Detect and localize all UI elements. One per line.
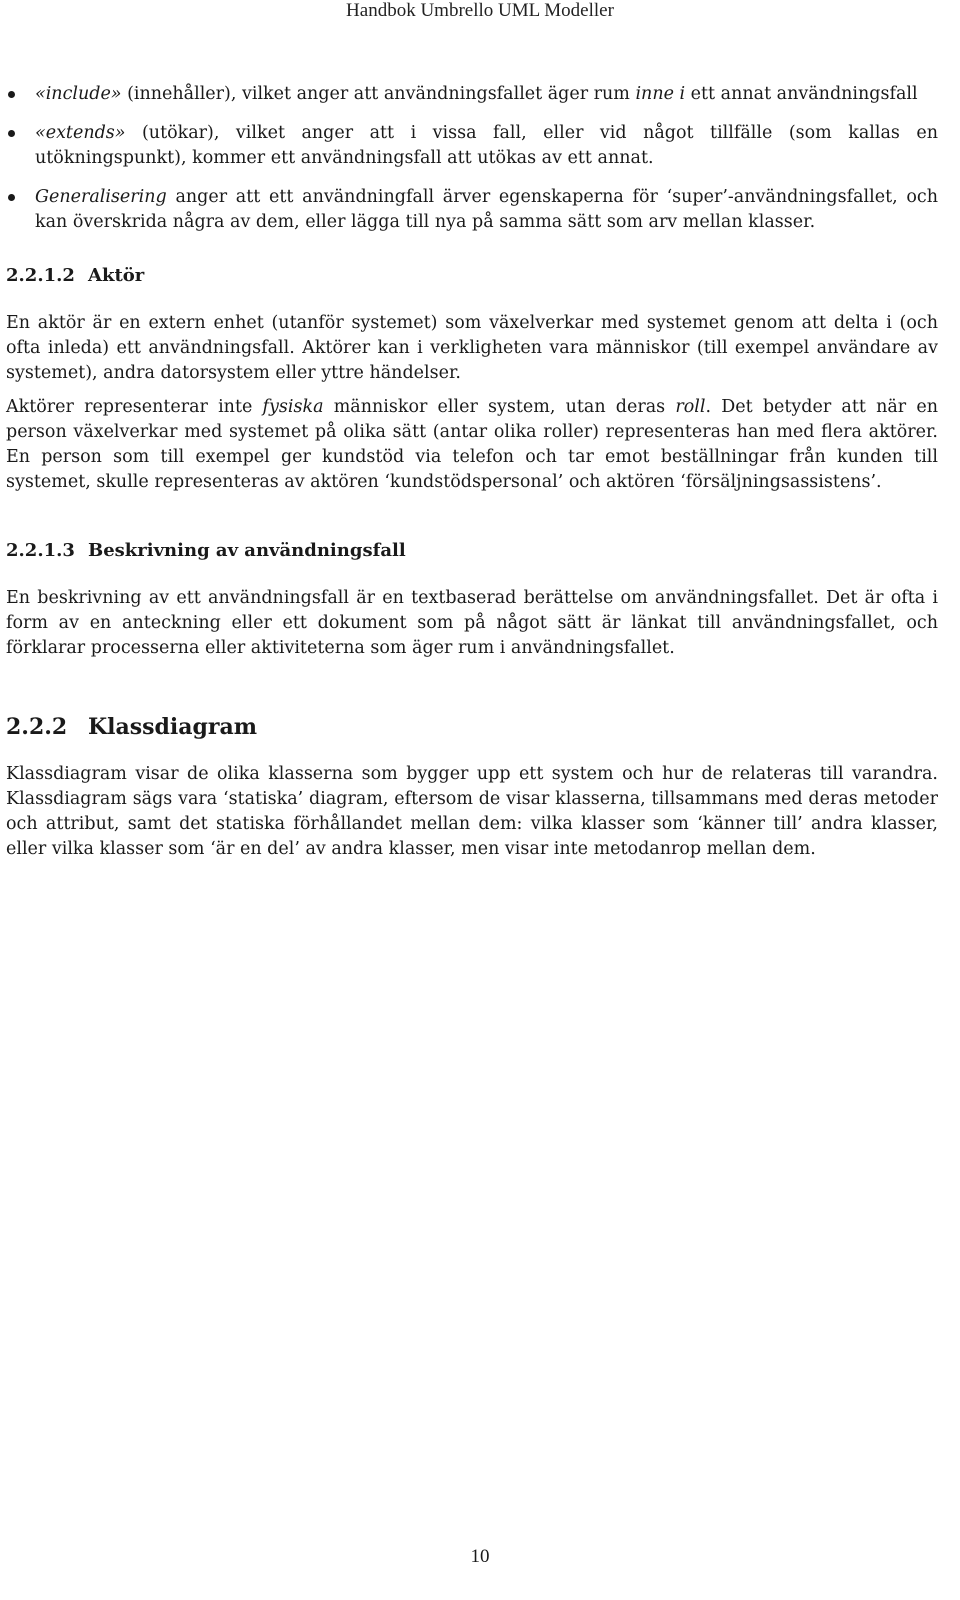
include-text: (innehåller), vilket anger att användningsfallet äger rum	[121, 84, 636, 104]
beskrivning-paragraph: En beskrivning av ett användningsfall är en textbaserad berättelse om användningsfallet. Det är ofta i form av en anteckning eller ett dokument som på något sätt är länkat till användningsfallet, och förklarar processerna eller aktiviteterna som äger rum i användningsfallet.	[6, 588, 938, 658]
klassdiagram-paragraph: Klassdiagram visar de olika klasserna som bygger upp ett system och hur de relateras till varandra. Klassdiagram sägs vara ‘statiska’ diagram, eftersom de visar klasserna, tillsammans med deras metoder och attribut, samt det statiska förhållandet mellan dem: vilka klasser som ‘känner till’ andra klasser, eller vilka klasser som ‘är en del’ av andra klasser, men visar inte metodanrop mellan dem.	[6, 764, 938, 859]
section-number: 2.2.2	[6, 714, 68, 740]
bullet-icon	[8, 194, 15, 201]
list-item-extends	[6, 121, 938, 171]
section-title: Klassdiagram	[88, 714, 258, 740]
running-header: Handbok Umbrello UML Modeller	[346, 0, 614, 21]
generalisering-term: Generalisering	[35, 187, 167, 207]
text-run: människor eller system, utan deras	[323, 397, 676, 417]
emphasis-fysiska: fysiska	[262, 397, 324, 417]
section-number: 2.2.1.2	[6, 265, 75, 286]
section-heading-aktor	[6, 264, 938, 288]
text-run: . Det betyder att när en person växelverkar med systemet på olika sätt (antar olika roller) representeras han med flera aktörer. En person som till exempel ger kundstöd via telefon och tar emot beställningar från kunden till systemet, skulle representeras av aktören ‘kundstödspersonal’ och aktören ‘försäljningsassistens’.	[6, 397, 938, 492]
aktor-paragraph-2	[6, 395, 938, 495]
include-term: «include»	[35, 84, 122, 104]
bullet-icon	[8, 130, 15, 137]
section-number: 2.2.1.3	[6, 540, 75, 561]
list-item-generalisering	[6, 185, 938, 235]
page-content	[6, 82, 938, 862]
relationship-list	[6, 82, 938, 235]
bullet-icon	[8, 91, 15, 98]
include-emphasis: inne i	[635, 84, 686, 104]
list-item-include	[6, 82, 938, 107]
generalisering-text: anger att ett användningfall ärver egenskaperna för ‘super’-användningsfallet, och kan överskrida några av dem, eller lägga till nya på samma sätt som arv mellan klasser.	[35, 187, 938, 232]
section-title: Aktör	[88, 265, 145, 286]
page-number: 10	[470, 1546, 490, 1567]
section-title: Beskrivning av användningsfall	[88, 540, 406, 561]
section-heading-beskrivning	[6, 539, 938, 563]
aktor-paragraph-1: En aktör är en extern enhet (utanför systemet) som växelverkar med systemet genom att delta i (och ofta inleda) ett användningsfall. Aktörer kan i verkligheten vara människor (till exempel användare av systemet), andra datorsystem eller yttre händelser.	[6, 313, 938, 383]
section-heading-klassdiagram	[6, 713, 938, 741]
extends-term: «extends»	[35, 123, 126, 143]
text-run: Aktörer representerar inte	[6, 397, 263, 417]
emphasis-roll: roll	[675, 397, 706, 417]
include-text-end: ett annat användningsfall	[685, 84, 918, 104]
extends-text: (utökar), vilket anger att i vissa fall, eller vid något tillfälle (som kallas en utökningspunkt), kommer ett användningsfall att utökas av ett annat.	[35, 123, 938, 168]
